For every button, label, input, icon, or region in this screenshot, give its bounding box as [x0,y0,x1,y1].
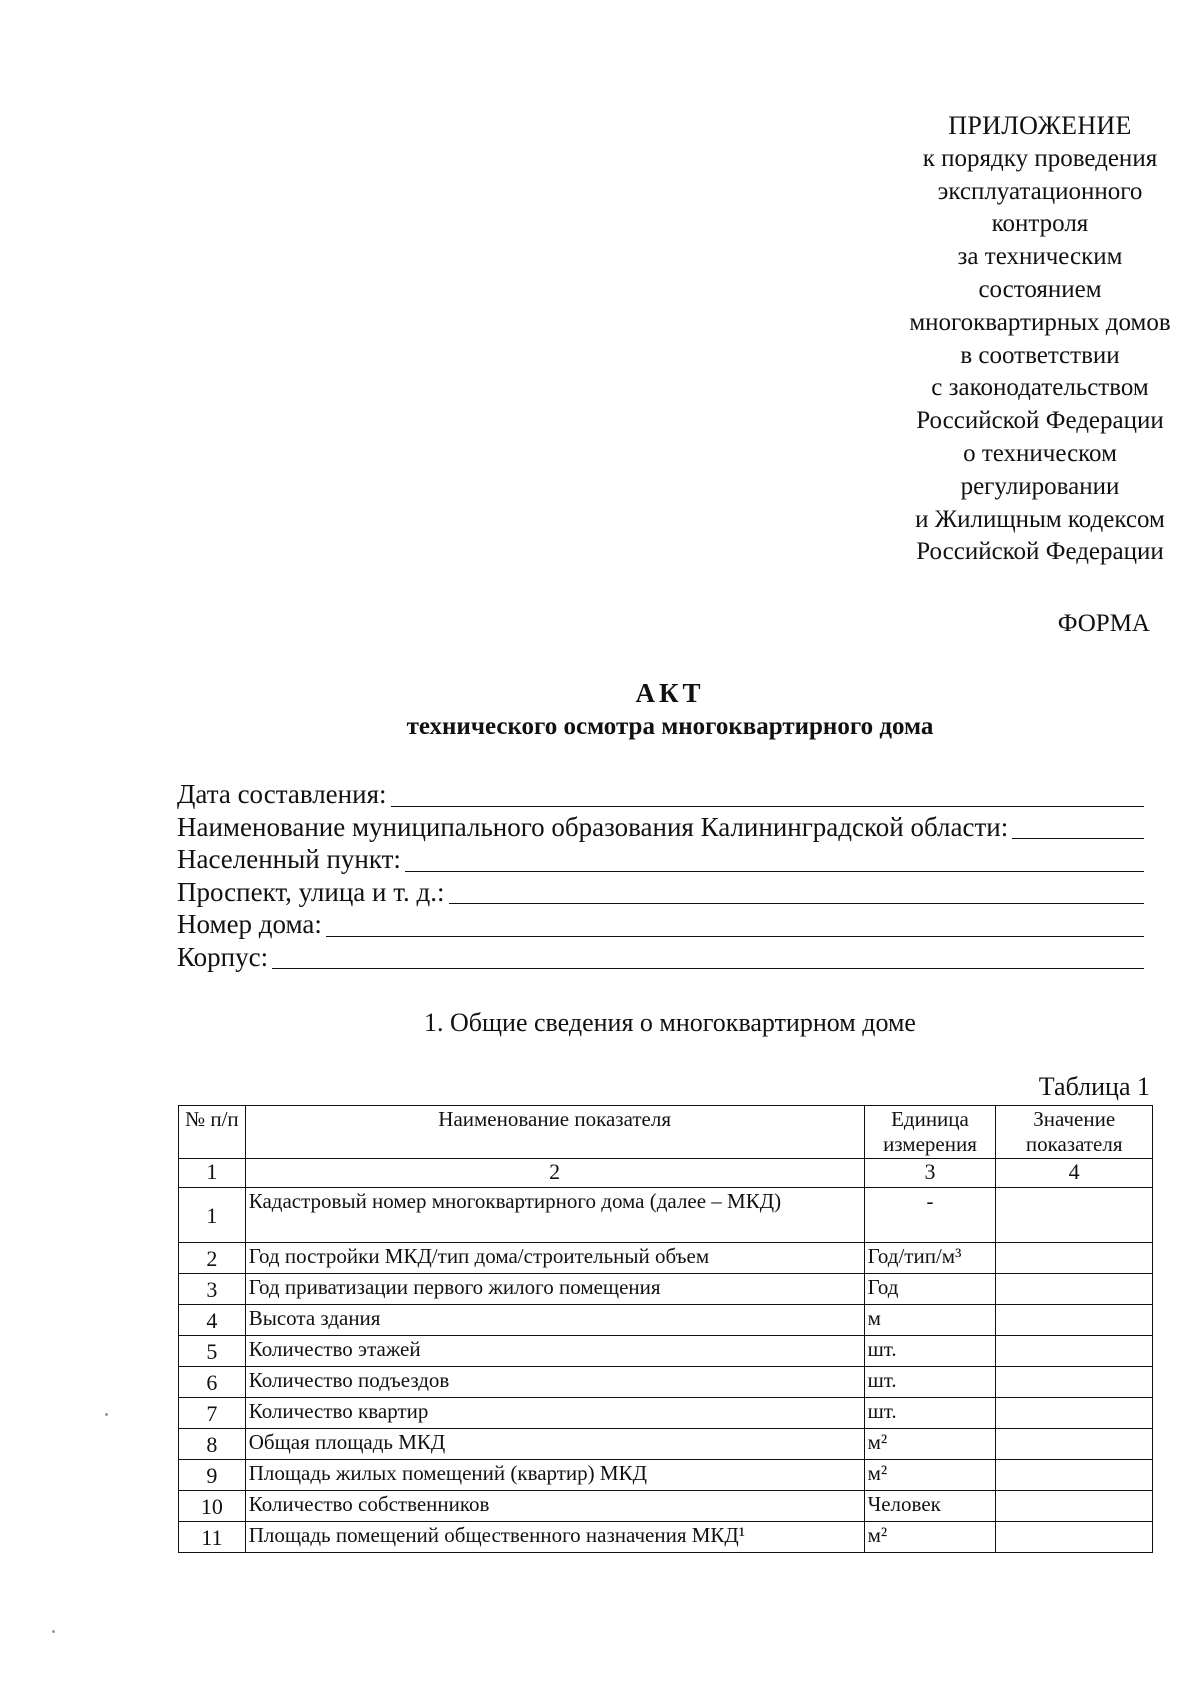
row-unit: м [864,1305,996,1336]
annex-line: Российской Федерации [916,538,1164,566]
column-number: 3 [864,1159,996,1188]
row-num: 11 [179,1522,246,1553]
annex-block [820,110,1200,569]
annex-line: о техническом [963,439,1117,467]
row-num: 9 [179,1460,246,1491]
row-value-cell[interactable] [996,1188,1153,1243]
table-row [179,1243,1153,1274]
row-name: Количество подъездов [245,1367,864,1398]
field-blank-line[interactable] [272,968,1144,969]
general-info-table [178,1105,1153,1553]
form-label: ФОРМА [1057,610,1150,637]
row-unit: Человек [864,1491,996,1522]
field-municipality [177,811,1144,844]
field-label: Наименование муниципального образования Калининградской области: [177,811,1009,842]
annex-line: эксплуатационного [937,177,1143,205]
field-street [177,876,1144,909]
header-name: Наименование показателя [245,1106,864,1159]
field-blank-line[interactable] [405,871,1144,872]
annex-line: к порядку проведения [922,144,1158,172]
table-row [179,1274,1153,1305]
row-num: 10 [179,1491,246,1522]
field-label: Дата составления: [177,779,387,809]
annex-line: за техническим [957,243,1123,271]
row-name: Количество собственников [245,1491,864,1522]
header-num: № п/п [179,1106,246,1159]
row-name: Площадь жилых помещений (квартир) МКД [245,1460,864,1491]
row-value-cell[interactable] [996,1491,1153,1522]
column-number: 2 [245,1159,864,1188]
annex-line: с законодательством [931,374,1149,402]
field-blank-line[interactable] [1012,838,1144,839]
header-unit: Единица измерения [864,1106,996,1159]
table-row [179,1460,1153,1491]
row-value-cell[interactable] [996,1305,1153,1336]
row-unit: Год/тип/м³ [864,1243,996,1274]
row-unit: - [864,1188,996,1243]
row-unit: м² [864,1522,996,1553]
field-label: Номер дома: [177,909,322,939]
annex-line: регулировании [960,472,1120,500]
column-number: 4 [996,1159,1153,1188]
row-name: Год постройки МКД/тип дома/строительный объем [245,1243,864,1274]
table-row [179,1429,1153,1460]
field-label: Проспект, улица и т. д.: [177,876,445,907]
row-unit: м² [864,1429,996,1460]
row-unit: Год [864,1274,996,1305]
annex-line: многоквартирных домов [909,308,1171,336]
field-blank-line[interactable] [391,806,1145,807]
row-num: 5 [179,1336,246,1367]
annex-line: состоянием [978,275,1102,303]
annex-line: контроля [991,210,1089,238]
row-value-cell[interactable] [996,1398,1153,1429]
row-name: Количество этажей [245,1336,864,1367]
field-house-number [177,908,1144,941]
table-row [179,1367,1153,1398]
table-row [179,1398,1153,1429]
row-name: Количество квартир [245,1398,864,1429]
header-value: Значение показателя [996,1106,1153,1159]
table-row [179,1522,1153,1553]
row-value-cell[interactable] [996,1460,1153,1491]
annex-line: в соответствии [960,341,1120,369]
act-title: АКТ [635,678,705,708]
row-name: Площадь помещений общественного назначения МКД¹ [245,1522,864,1553]
row-num: 1 [179,1188,246,1243]
field-locality [177,843,1144,876]
row-num: 4 [179,1305,246,1336]
header-fields [177,778,1144,973]
table-row [179,1491,1153,1522]
row-name: Общая площадь МКД [245,1429,864,1460]
row-name: Кадастровый номер многоквартирного дома (далее – МКД) [245,1188,864,1243]
table-row [179,1305,1153,1336]
row-unit: шт. [864,1367,996,1398]
row-num: 3 [179,1274,246,1305]
act-subtitle: технического осмотра многоквартирного дома [406,713,934,740]
annex-title: ПРИЛОЖЕНИЕ [948,111,1132,140]
row-value-cell[interactable] [996,1522,1153,1553]
field-label: Населенный пункт: [177,844,401,874]
field-date [177,778,1144,811]
field-building [177,941,1144,974]
row-unit: м² [864,1460,996,1491]
row-num: 7 [179,1398,246,1429]
row-value-cell[interactable] [996,1336,1153,1367]
row-value-cell[interactable] [996,1243,1153,1274]
table-row [179,1188,1153,1243]
scan-speck [52,1630,55,1633]
row-unit: шт. [864,1398,996,1429]
row-num: 6 [179,1367,246,1398]
row-num: 2 [179,1243,246,1274]
row-value-cell[interactable] [996,1429,1153,1460]
column-number-row [179,1159,1153,1188]
field-blank-line[interactable] [326,936,1144,937]
table-row [179,1336,1153,1367]
table-caption: Таблица 1 [1038,1072,1150,1101]
row-value-cell[interactable] [996,1274,1153,1305]
row-name: Год приватизации первого жилого помещения [245,1274,864,1305]
table-header-row [179,1106,1153,1159]
field-blank-line[interactable] [449,903,1145,904]
column-number: 1 [179,1159,246,1188]
annex-line: Российской Федерации [916,407,1164,435]
row-value-cell[interactable] [996,1367,1153,1398]
section-title: 1. Общие сведения о многоквартирном доме [424,1008,916,1037]
row-name: Высота здания [245,1305,864,1336]
scan-speck [105,1413,108,1416]
field-label: Корпус: [177,941,269,972]
annex-line: и Жилищным кодексом [915,505,1165,533]
row-unit: шт. [864,1336,996,1367]
row-num: 8 [179,1429,246,1460]
